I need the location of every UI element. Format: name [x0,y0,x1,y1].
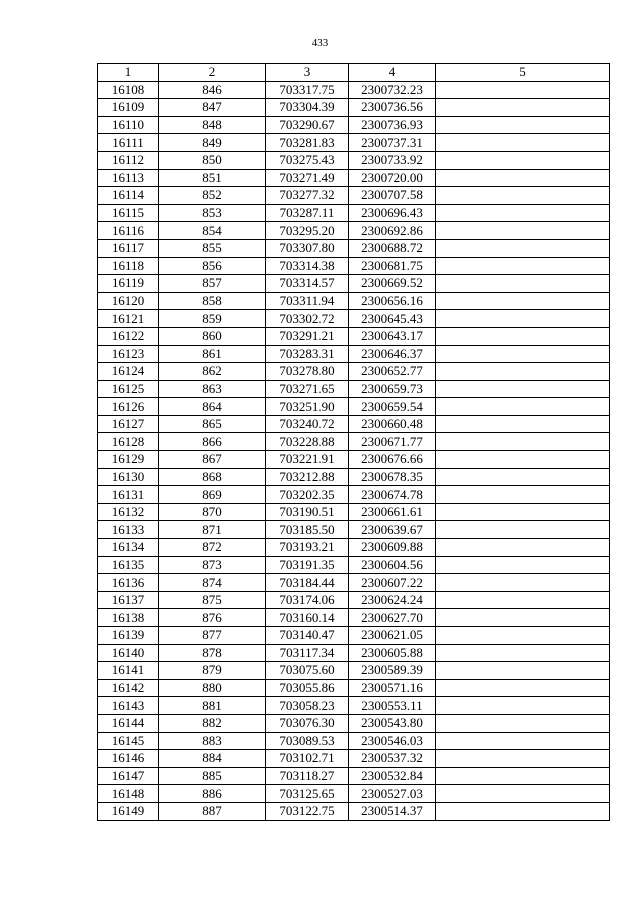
table-cell: 2300571.16 [349,679,436,697]
table-cell: 2300645.43 [349,310,436,328]
table-cell: 16146 [98,750,159,768]
table-row [98,644,610,662]
table-cell: 2300696.43 [349,204,436,222]
table-cell: 16116 [98,222,159,240]
table-cell: 2300639.67 [349,521,436,539]
table-cell: 2300537.32 [349,750,436,768]
table-cell: 703287.11 [266,204,349,222]
table-cell: 16144 [98,714,159,732]
table-row [98,732,610,750]
table-cell: 16126 [98,398,159,416]
table-cell: 880 [159,679,266,697]
table-cell [436,697,610,715]
table-cell: 860 [159,327,266,345]
table-cell: 2300607.22 [349,574,436,592]
table-cell [436,433,610,451]
table-cell: 2300661.61 [349,503,436,521]
table-cell [436,750,610,768]
table-cell: 2300692.86 [349,222,436,240]
table-row [98,134,610,152]
table-cell [436,714,610,732]
table-cell: 875 [159,591,266,609]
table-cell: 703281.83 [266,134,349,152]
table-row [98,169,610,187]
table-cell: 703304.39 [266,99,349,117]
table-row [98,275,610,293]
table-row [98,802,610,820]
table-cell: 858 [159,292,266,310]
table-cell: 2300671.77 [349,433,436,451]
table-cell: 850 [159,151,266,169]
table-cell [436,222,610,240]
table-row [98,398,610,416]
table-cell: 16142 [98,679,159,697]
table-cell: 703314.38 [266,257,349,275]
table-cell: 2300660.48 [349,415,436,433]
table-cell: 2300627.70 [349,609,436,627]
column-header: 5 [436,64,610,82]
table-row [98,662,610,680]
table-row [98,81,610,99]
table-row [98,222,610,240]
table-cell: 866 [159,433,266,451]
table-cell: 862 [159,363,266,381]
table-cell: 16112 [98,151,159,169]
table-cell [436,539,610,557]
table-cell: 16131 [98,486,159,504]
table-row [98,486,610,504]
table-cell: 863 [159,380,266,398]
table-cell: 16149 [98,802,159,820]
table-cell: 877 [159,627,266,645]
table-cell [436,116,610,134]
table-cell [436,802,610,820]
table-cell [436,767,610,785]
table-cell: 869 [159,486,266,504]
table-cell: 852 [159,187,266,205]
table-cell: 16148 [98,785,159,803]
table-cell [436,151,610,169]
table-body [98,81,610,820]
table-row [98,363,610,381]
table-cell [436,257,610,275]
table-row [98,239,610,257]
table-cell: 885 [159,767,266,785]
table-cell: 703174.06 [266,591,349,609]
table-cell: 16108 [98,81,159,99]
table-cell: 2300707.58 [349,187,436,205]
table-row [98,345,610,363]
table-cell: 16111 [98,134,159,152]
table-cell: 849 [159,134,266,152]
table-row [98,257,610,275]
table-cell: 2300736.56 [349,99,436,117]
table-cell: 2300589.39 [349,662,436,680]
table-cell: 703307.80 [266,239,349,257]
table-row [98,609,610,627]
table-cell: 2300643.17 [349,327,436,345]
table-cell [436,609,610,627]
table-cell: 703076.30 [266,714,349,732]
table-cell: 884 [159,750,266,768]
table-cell [436,785,610,803]
table-row [98,292,610,310]
table-cell [436,398,610,416]
table-cell: 2300624.24 [349,591,436,609]
table-row [98,627,610,645]
table-cell: 887 [159,802,266,820]
table-row [98,99,610,117]
column-header: 3 [266,64,349,82]
table-cell: 16133 [98,521,159,539]
table-row [98,539,610,557]
table-cell: 853 [159,204,266,222]
table-cell: 2300605.88 [349,644,436,662]
table-cell: 703190.51 [266,503,349,521]
table-cell [436,468,610,486]
column-header: 1 [98,64,159,82]
table-cell: 703251.90 [266,398,349,416]
table-row [98,591,610,609]
page-number: 433 [311,37,329,49]
table-cell: 878 [159,644,266,662]
table-cell: 16139 [98,627,159,645]
table-cell: 703193.21 [266,539,349,557]
table-cell: 2300678.35 [349,468,436,486]
table-cell: 873 [159,556,266,574]
table-row [98,310,610,328]
table-cell: 703118.27 [266,767,349,785]
table-cell: 867 [159,451,266,469]
table-cell [436,486,610,504]
table-cell: 2300621.05 [349,627,436,645]
table-row [98,187,610,205]
table-cell: 2300553.11 [349,697,436,715]
table-cell: 851 [159,169,266,187]
table-cell: 2300514.37 [349,802,436,820]
table-cell: 703055.86 [266,679,349,697]
table-cell: 871 [159,521,266,539]
table-cell: 16117 [98,239,159,257]
table-row [98,750,610,768]
table-cell: 16127 [98,415,159,433]
table-cell: 2300609.88 [349,539,436,557]
table-row [98,574,610,592]
table-cell: 855 [159,239,266,257]
table-cell: 703191.35 [266,556,349,574]
table-row [98,679,610,697]
table-cell: 16115 [98,204,159,222]
table-cell: 16110 [98,116,159,134]
table-cell [436,363,610,381]
table-cell: 2300674.78 [349,486,436,504]
table-cell: 703212.88 [266,468,349,486]
table-cell: 874 [159,574,266,592]
table-cell [436,292,610,310]
table-row [98,433,610,451]
table-cell: 703271.65 [266,380,349,398]
table-cell: 16119 [98,275,159,293]
table-cell: 16136 [98,574,159,592]
table-cell: 2300676.66 [349,451,436,469]
table-cell: 2300546.03 [349,732,436,750]
table-cell: 2300527.03 [349,785,436,803]
table-cell: 703271.49 [266,169,349,187]
table-cell: 876 [159,609,266,627]
table-cell [436,380,610,398]
table-cell [436,204,610,222]
table-cell: 16137 [98,591,159,609]
table-cell [436,415,610,433]
table-row [98,380,610,398]
coordinates-table [97,63,610,821]
column-header: 2 [159,64,266,82]
table-cell [436,556,610,574]
table-cell: 703221.91 [266,451,349,469]
table-cell [436,451,610,469]
table-cell [436,169,610,187]
table-cell: 2300733.92 [349,151,436,169]
table-cell [436,644,610,662]
table-cell: 2300646.37 [349,345,436,363]
table-cell: 2300656.16 [349,292,436,310]
table-row [98,204,610,222]
table-cell: 881 [159,697,266,715]
table-row [98,415,610,433]
table-cell: 16109 [98,99,159,117]
table-cell [436,627,610,645]
table-row [98,116,610,134]
table-cell: 882 [159,714,266,732]
table-cell: 16128 [98,433,159,451]
table-cell: 703140.47 [266,627,349,645]
table-row [98,714,610,732]
table-cell: 2300732.23 [349,81,436,99]
table-cell: 2300659.54 [349,398,436,416]
table-cell: 2300604.56 [349,556,436,574]
table-cell: 703075.60 [266,662,349,680]
table-cell: 16140 [98,644,159,662]
table-cell: 16114 [98,187,159,205]
table-cell: 16120 [98,292,159,310]
table-cell: 865 [159,415,266,433]
table-cell: 703125.65 [266,785,349,803]
table-cell: 703290.67 [266,116,349,134]
table-cell: 703185.50 [266,521,349,539]
table-cell: 2300688.72 [349,239,436,257]
table-cell: 2300659.73 [349,380,436,398]
table-cell: 16147 [98,767,159,785]
table-cell [436,345,610,363]
table-cell: 703291.21 [266,327,349,345]
table-cell: 16121 [98,310,159,328]
table-cell [436,239,610,257]
table-cell: 703202.35 [266,486,349,504]
table-cell: 854 [159,222,266,240]
table-cell: 703275.43 [266,151,349,169]
table-cell: 703283.31 [266,345,349,363]
table-cell: 703240.72 [266,415,349,433]
table-cell: 847 [159,99,266,117]
table-cell: 868 [159,468,266,486]
table-cell: 16124 [98,363,159,381]
table-cell: 703102.71 [266,750,349,768]
table-cell: 2300681.75 [349,257,436,275]
table-cell: 16134 [98,539,159,557]
table-cell [436,99,610,117]
table-cell [436,310,610,328]
table-cell: 16122 [98,327,159,345]
table-cell: 2300737.31 [349,134,436,152]
table-cell: 16138 [98,609,159,627]
table-cell: 883 [159,732,266,750]
table-row [98,327,610,345]
table-cell: 16135 [98,556,159,574]
table-cell: 703089.53 [266,732,349,750]
table-cell: 879 [159,662,266,680]
table-cell [436,503,610,521]
table-row [98,767,610,785]
table-cell: 703317.75 [266,81,349,99]
table-cell: 16129 [98,451,159,469]
table-cell: 703311.94 [266,292,349,310]
table-cell: 16113 [98,169,159,187]
table-row [98,785,610,803]
table-cell: 861 [159,345,266,363]
table-cell: 703295.20 [266,222,349,240]
table-row [98,521,610,539]
table-row [98,556,610,574]
table-cell: 703278.80 [266,363,349,381]
table-row [98,451,610,469]
table-cell: 2300720.00 [349,169,436,187]
table-row [98,697,610,715]
table-cell: 16125 [98,380,159,398]
table-cell [436,187,610,205]
table-cell [436,574,610,592]
table-header-row [98,64,610,82]
table-cell [436,679,610,697]
table-row [98,503,610,521]
table-row [98,468,610,486]
table-cell: 703122.75 [266,802,349,820]
table-cell: 16143 [98,697,159,715]
table-cell: 703228.88 [266,433,349,451]
table-cell [436,275,610,293]
table-cell: 16123 [98,345,159,363]
table-cell: 703277.32 [266,187,349,205]
table-cell: 2300669.52 [349,275,436,293]
table-cell: 870 [159,503,266,521]
table-cell: 848 [159,116,266,134]
table-cell: 846 [159,81,266,99]
table-cell: 2300736.93 [349,116,436,134]
table-cell: 16118 [98,257,159,275]
table-cell [436,327,610,345]
table-cell: 2300543.80 [349,714,436,732]
table-cell [436,134,610,152]
table-cell [436,732,610,750]
table-cell: 856 [159,257,266,275]
table-cell: 857 [159,275,266,293]
table-cell [436,521,610,539]
table-cell: 703302.72 [266,310,349,328]
table-cell [436,81,610,99]
table-cell: 16132 [98,503,159,521]
table-cell: 886 [159,785,266,803]
table-cell: 16145 [98,732,159,750]
table-cell [436,591,610,609]
table-cell: 703117.34 [266,644,349,662]
table-row [98,151,610,169]
table-cell: 859 [159,310,266,328]
table-cell: 703058.23 [266,697,349,715]
table-cell: 872 [159,539,266,557]
table-cell: 2300652.77 [349,363,436,381]
table-cell: 703160.14 [266,609,349,627]
column-header: 4 [349,64,436,82]
table-cell: 16130 [98,468,159,486]
table-cell [436,662,610,680]
table-cell: 703314.57 [266,275,349,293]
table-cell: 703184.44 [266,574,349,592]
table-cell: 864 [159,398,266,416]
table-cell: 16141 [98,662,159,680]
table-cell: 2300532.84 [349,767,436,785]
